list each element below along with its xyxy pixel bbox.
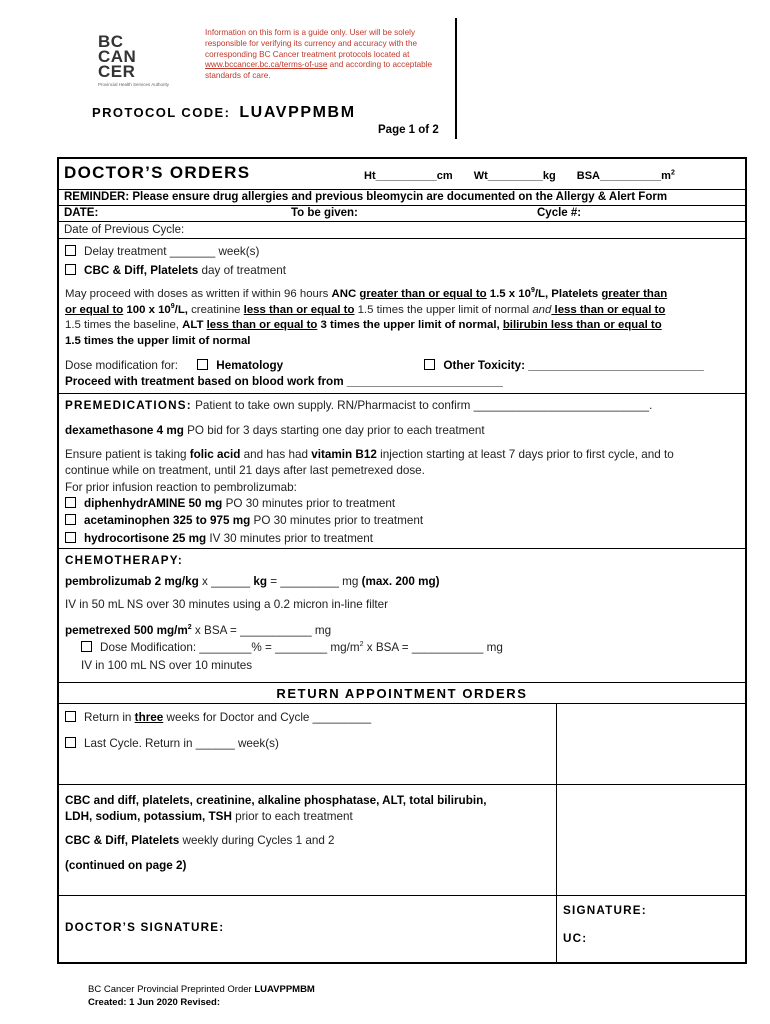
chemotherapy-title: CHEMOTHERAPY: xyxy=(65,554,183,567)
hydrocortisone-dose: hydrocortisone 25 mg xyxy=(84,531,207,545)
or-equal-text: or equal to xyxy=(65,303,124,316)
pembrolizumab-dose: pembrolizumab 2 mg/kg xyxy=(65,574,199,588)
footer-text: BC Cancer Provincial Preprinted Order xyxy=(88,984,255,995)
platelets-label: /L, Platelets xyxy=(534,288,602,300)
acetaminophen-checkbox[interactable] xyxy=(65,514,76,525)
delay-treatment-checkbox[interactable] xyxy=(65,245,76,256)
pemetrexed-exponent: 2 xyxy=(187,623,192,631)
uc-field[interactable]: UC: xyxy=(563,931,588,945)
pemetrexed-dose: pemetrexed 500 mg/m xyxy=(65,623,188,637)
dexamethasone-line xyxy=(65,423,739,439)
return-appointment-row xyxy=(59,704,745,785)
lte-text-1: less than or equal to xyxy=(243,303,355,316)
folic-acid-line xyxy=(65,447,739,463)
dose-mod-label: Dose modification for: xyxy=(65,359,179,372)
cbc-rest: day of treatment xyxy=(198,263,286,277)
folic-acid: folic acid xyxy=(189,448,241,461)
bsa-exponent: 2 xyxy=(670,169,675,177)
bsa-label: BSA__________m xyxy=(576,170,671,182)
patient-measurements xyxy=(364,170,675,182)
diphenhydramine-checkbox[interactable] xyxy=(65,497,76,508)
proceed-text: May proceed with doses as written if within 96 hours xyxy=(65,288,332,300)
page-number: Page 1 of 2 xyxy=(378,124,439,136)
other-toxicity-checkbox[interactable] xyxy=(424,359,435,370)
folic-acid-continue: continue while on treatment, until 21 days after last pemetrexed dose. xyxy=(65,463,425,477)
weight-field[interactable]: Wt_________kg xyxy=(473,170,556,182)
and-text: and xyxy=(532,303,552,316)
treatment-section xyxy=(59,239,745,394)
weekly-cbc-rest: weekly during Cycles 1 and 2 xyxy=(179,834,335,847)
disclaimer-text: Information on this form is a guide only. User will be solely responsible for verifying its currency and accuracy with the corresponding BC Cancer treatment protocols located at xyxy=(205,28,418,59)
creatinine-value: 1.5 times the upper limit of normal xyxy=(354,303,533,316)
weekly-cbc: CBC & Diff, Platelets xyxy=(65,834,180,847)
header-divider xyxy=(455,18,457,139)
form-title: DOCTOR’S ORDERS xyxy=(64,163,251,182)
pembrolizumab-iv-instructions: IV in 50 mL NS over 30 minutes using a 0.2 micron in-line filter xyxy=(65,598,389,611)
dose-modification-row xyxy=(65,358,739,374)
logo-line-3: CER xyxy=(98,62,136,81)
labs-line-2: LDH, sodium, potassium, TSH xyxy=(65,809,232,823)
platelets-unit: /L, xyxy=(174,303,192,316)
return-three-weeks-item xyxy=(65,710,550,726)
allergy-reminder: REMINDER: Please ensure drug allergies and previous bleomycin are documented on the Allergy & Alert Form xyxy=(59,190,745,206)
return-notes-box[interactable] xyxy=(557,704,745,784)
lte-text-2: less than or equal to xyxy=(551,303,666,316)
pembrolizumab-mg-field[interactable]: = _________ mg xyxy=(267,574,362,588)
doctors-orders-form xyxy=(57,157,747,964)
pemetrexed-iv-instructions: IV in 100 mL NS over 10 minutes xyxy=(81,658,253,672)
alt-value: 3 times the upper limit of normal, xyxy=(317,319,503,331)
height-field[interactable]: Ht__________cm xyxy=(364,170,453,182)
signature-field[interactable]: SIGNATURE: xyxy=(563,904,647,917)
hydrocortisone-instructions: IV 30 minutes prior to treatment xyxy=(206,531,374,545)
cbc-label: CBC & Diff, Platelets xyxy=(84,263,199,277)
other-toxicity-field[interactable]: Other Toxicity: ___________________________ xyxy=(443,359,704,372)
vitamin-b12: vitamin B12 xyxy=(311,448,377,461)
gte-text-1: greater than or equal to xyxy=(359,288,487,300)
criteria-line-3 xyxy=(65,318,739,334)
kg-unit: kg xyxy=(253,574,268,588)
protocol-code-value: LUAVPPMBM xyxy=(239,104,356,121)
labs-notes-box[interactable] xyxy=(557,785,745,895)
hematology-label: Hematology xyxy=(216,359,284,372)
footer xyxy=(88,983,315,1009)
diphenhydramine-item xyxy=(65,496,739,512)
terms-of-use-link[interactable]: www.bccancer.bc.ca/terms-of-use xyxy=(205,60,328,70)
hydrocortisone-checkbox[interactable] xyxy=(65,532,76,543)
dexamethasone-dose: dexamethasone 4 mg xyxy=(65,423,184,437)
bilirubin-label: bilirubin less than or equal to xyxy=(502,319,662,331)
dose-mod-exponent: 2 xyxy=(359,641,364,649)
pemetrexed-line xyxy=(65,623,739,639)
bc-cancer-logo xyxy=(98,34,178,87)
protocol-code xyxy=(92,104,356,122)
criteria-line-1 xyxy=(65,287,739,303)
continued-note: (continued on page 2) xyxy=(65,858,187,872)
dexamethasone-instructions: PO bid for 3 days starting one day prior to each treatment xyxy=(183,423,485,437)
logo-line-2: CAN xyxy=(98,47,137,66)
last-cycle-field[interactable]: Last Cycle. Return in ______ week(s) xyxy=(84,736,279,750)
bilirubin-value: 1.5 times the upper limit of normal xyxy=(65,334,251,347)
proceed-criteria xyxy=(65,287,739,349)
gt-text: greater than xyxy=(601,288,668,300)
anc-value: 1.5 x 10 xyxy=(486,288,531,300)
diphenhydramine-dose: diphenhydrAMINE 50 mg xyxy=(84,496,223,510)
proceed-bloodwork-field[interactable]: Proceed with treatment based on blood work from ________________________ xyxy=(65,374,503,388)
hydrocortisone-item xyxy=(65,531,739,547)
pembrolizumab-weight-field[interactable]: x ______ xyxy=(198,574,254,588)
labs-line-2-rest: prior to each treatment xyxy=(231,809,353,823)
ensure-text-2: and has had xyxy=(240,448,312,461)
anc-label: ANC xyxy=(331,288,360,300)
signature-row xyxy=(59,896,745,962)
pemetrexed-dose-mod xyxy=(81,640,739,656)
acetaminophen-item xyxy=(65,513,739,529)
to-be-given-field[interactable]: To be given: xyxy=(291,207,358,219)
diphenhydramine-instructions: PO 30 minutes prior to treatment xyxy=(222,496,396,510)
footer-created: Created: 1 Jun 2020 Revised: xyxy=(88,997,221,1008)
disclaimer-text-end: and according to acceptable standards of care. xyxy=(205,60,433,81)
logo-line-1: BC xyxy=(98,32,124,51)
labs-row xyxy=(59,785,745,896)
return-text: Return in xyxy=(84,711,135,724)
disclaimer xyxy=(205,28,443,82)
return-cycle-field[interactable]: weeks for Doctor and Cycle _________ xyxy=(163,711,372,724)
return-appointment-title: RETURN APPOINTMENT ORDERS xyxy=(59,683,745,704)
delay-treatment-item xyxy=(65,244,739,260)
criteria-line-2 xyxy=(65,303,739,319)
three-weeks: three xyxy=(134,711,164,724)
logo-subtitle: Provincial Health Services Authority xyxy=(98,82,170,87)
return-three-weeks-checkbox[interactable] xyxy=(65,711,76,722)
premedications-confirm-field[interactable]: Patient to take own supply. RN/Pharmacist to confirm ___________________________. xyxy=(191,399,653,412)
premedications-section xyxy=(59,394,745,549)
acetaminophen-dose: acetaminophen 325 to 975 mg xyxy=(84,514,251,527)
previous-cycle-date-field[interactable]: Date of Previous Cycle: xyxy=(59,222,745,239)
platelets-exponent: 9 xyxy=(170,302,175,310)
chemotherapy-section xyxy=(59,549,745,683)
pemetrexed-dose-mod-checkbox[interactable] xyxy=(81,641,92,652)
creatinine-label: creatinine xyxy=(191,303,244,316)
baseline-text: 1.5 times the baseline, xyxy=(65,319,183,331)
premedications-title: PREMEDICATIONS: xyxy=(65,399,192,412)
date-field[interactable]: DATE: xyxy=(64,207,99,219)
delay-treatment-label: Delay treatment _______ week(s) xyxy=(84,245,260,258)
ensure-text-1: Ensure patient is taking xyxy=(65,448,190,461)
pemetrexed-bsa-field[interactable]: x BSA = ___________ mg xyxy=(191,623,332,637)
form-header xyxy=(59,159,745,190)
anc-exponent: 9 xyxy=(530,287,535,295)
labs-line-1: CBC and diff, platelets, creatinine, alkaline phosphatase, ALT, total bilirubin, xyxy=(65,794,487,807)
pemetrexed-dose-mod-field[interactable]: Dose Modification: ________% = ________ mg/m xyxy=(100,641,360,654)
alt-label: ALT xyxy=(182,319,207,331)
date-row xyxy=(59,206,745,222)
platelets-value: 100 x 10 xyxy=(123,303,171,316)
dose-mod-bsa-field[interactable]: x BSA = ___________ mg xyxy=(363,641,503,654)
protocol-label: PROTOCOL CODE: xyxy=(92,105,231,120)
cbc-checkbox[interactable] xyxy=(65,264,76,275)
footer-code: LUAVPPMBM xyxy=(254,984,315,995)
cycle-number-field[interactable]: Cycle #: xyxy=(537,207,582,219)
hematology-checkbox[interactable] xyxy=(197,359,208,370)
pembrolizumab-max: (max. 200 mg) xyxy=(361,574,440,588)
acetaminophen-instructions: PO 30 minutes prior to treatment xyxy=(250,514,424,527)
bsa-field[interactable] xyxy=(577,170,675,182)
prior-reaction-label: For prior infusion reaction to pembrolizumab: xyxy=(65,481,297,494)
last-cycle-item xyxy=(65,736,550,752)
ensure-text-3: injection starting at least 7 days prior to first cycle, and to xyxy=(376,448,674,461)
doctors-signature-field[interactable]: DOCTOR’S SIGNATURE: xyxy=(65,921,225,934)
last-cycle-checkbox[interactable] xyxy=(65,737,76,748)
pembrolizumab-line xyxy=(65,574,739,590)
lte-text-3: less than or equal to xyxy=(206,319,318,331)
cbc-item xyxy=(65,263,739,279)
